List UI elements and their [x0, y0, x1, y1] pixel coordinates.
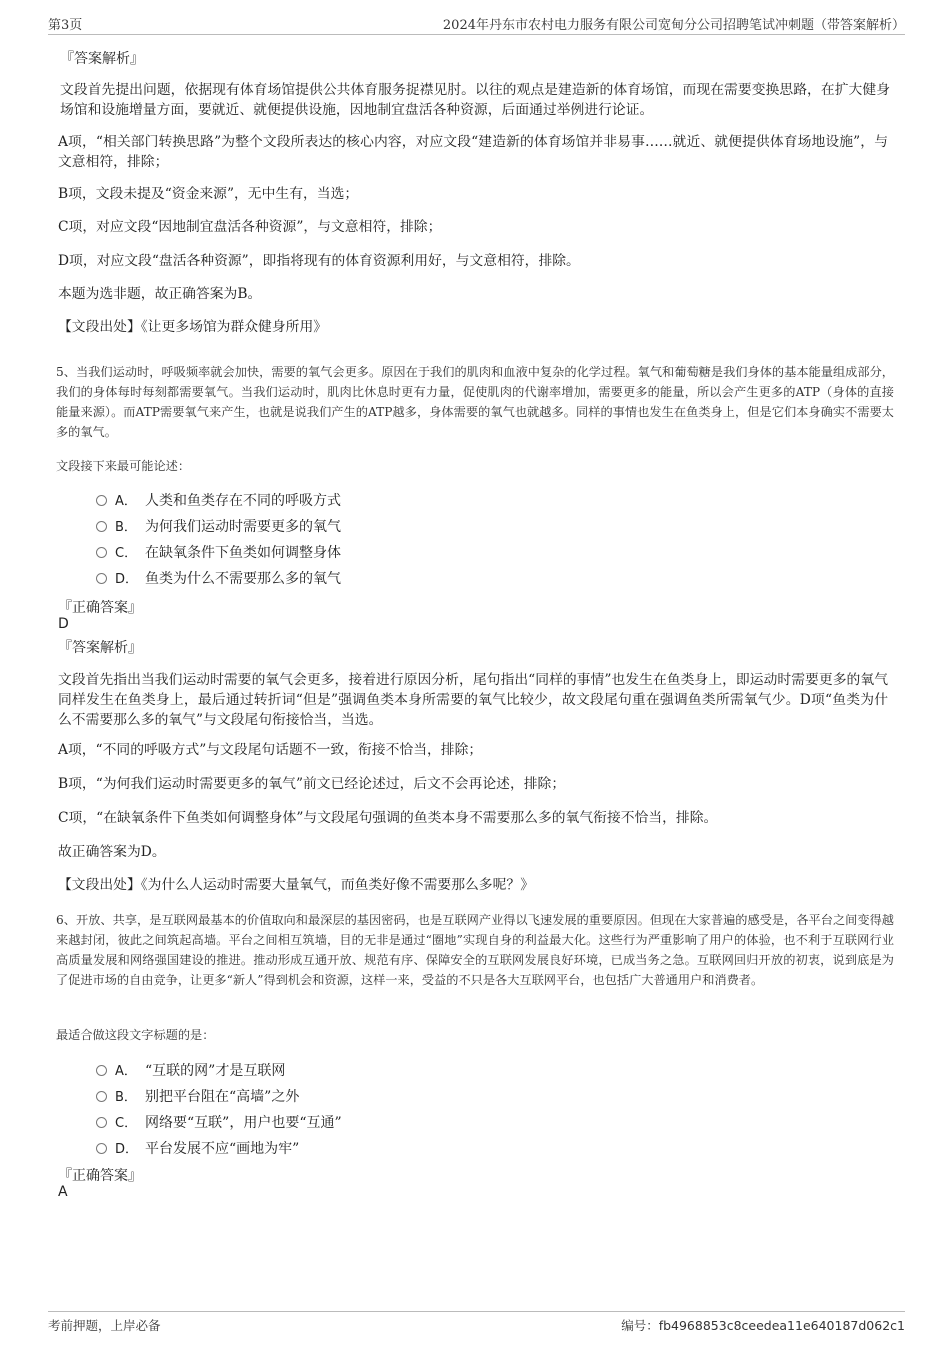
q5-option-a[interactable]: A． 人类和鱼类存在不同的呼吸方式 [96, 490, 341, 510]
radio-button-icon[interactable] [96, 1117, 107, 1128]
page-number: 第3页 [48, 18, 83, 33]
radio-button-icon[interactable] [96, 573, 107, 584]
q4-option-d-analysis: D项，对应文段“盘活各种资源”，即指将现有的体育资源利用好，与文意相符，排除。 [58, 253, 580, 269]
q4-option-a-analysis: A项，“相关部门转换思路”为整个文段所表达的核心内容，对应文段“建造新的体育场馆并非易事……就近、就便提供体育场地设施”，与文意相符，排除； [58, 134, 888, 170]
q6-option-d[interactable]: D． 平台发展不应“画地为牢” [96, 1138, 299, 1158]
q5-analysis-text: 文段首先指出当我们运动时需要的氧气会更多，接着进行原因分析，尾句指出“同样的事情”也发生在鱼类身上，即运动时需要更多的氧气同样发生在鱼类身上，最后通过转折词“但是”强调鱼类本身所需要的氧气比较少，故文段尾句重在强调鱼类所需氧气少。D项“鱼类为什么不需要那么多的氧气”与文段尾句衔接恰当，当选。 [58, 672, 888, 728]
q6-stem: 6、开放、共享，是互联网最基本的价值取向和最深层的基因密码，也是互联网产业得以飞速发展的重要原因。但现在大家普遍的感受是，各平台之间变得越来越封闭，彼此之间筑起高墙。平台之间相互筑墙，目的无非是通过“圈地”实现自身的利益最大化。这些行为严重影响了用户的体验，也不利于互联网行业高质量发展和网络强国建设的推进。推动形成互通开放、规范有序、保障安全的互联网发展良好环境，已成当务之急。互联网回归开放的初衷，说到底是为了促进市场的自由竞争，让更多“新人”得到机会和资源，这样一来，受益的不只是各大互联网平台，也包括广大普通用户和消费者。 [56, 913, 894, 987]
q4-analysis-text: 文段首先提出问题，依据现有体育场馆提供公共体育服务捉襟见肘。以往的观点是建造新的体育场馆，而现在需要变换思路，在扩大健身场馆和设施增量方面，要就近、就便提供设施，因地制宜盘活各种资源，后面通过举例进行论证。 [60, 82, 890, 118]
q4-conclusion: 本题为选非题，故正确答案为B。 [58, 286, 262, 302]
q4-analysis-heading: 『答案解析』 [60, 51, 144, 67]
q5-option-b[interactable]: B． 为何我们运动时需要更多的氧气 [96, 516, 341, 536]
footer-slogan: 考前押题，上岸必备 [48, 1318, 161, 1333]
q5-option-a-analysis: A项，“不同的呼吸方式”与文段尾句话题不一致，衔接不恰当，排除； [58, 742, 483, 758]
q5-option-d[interactable]: D． 鱼类为什么不需要那么多的氧气 [96, 568, 341, 588]
radio-button-icon[interactable] [96, 547, 107, 558]
q5-prompt: 文段接下来最可能论述： [56, 459, 191, 473]
radio-button-icon[interactable] [96, 1065, 107, 1076]
radio-button-icon[interactable] [96, 1091, 107, 1102]
radio-button-icon[interactable] [96, 1143, 107, 1154]
q4-option-c-analysis: C项，对应文段“因地制宜盘活各种资源”，与文意相符，排除； [58, 219, 442, 235]
document-id: 编号：fb4968853c8ceedea11e640187d062c1 [621, 1318, 905, 1333]
radio-button-icon[interactable] [96, 521, 107, 532]
q6-answer: A [58, 1184, 68, 1200]
q4-source: 【文段出处】《让更多场馆为群众健身所用》 [58, 319, 328, 335]
q6-prompt: 最适合做这段文字标题的是： [56, 1028, 215, 1042]
q5-stem: 5、当我们运动时，呼吸频率就会加快，需要的氧气会更多。原因在于我们的肌肉和血液中复杂的化学过程。氧气和葡萄糖是我们身体的基本能量组成部分，我们的身体每时每刻都需要氧气。当我们运动时，肌肉比休息时更有力量，促使肌肉的代谢率增加，需要更多的能量，所以会产生更多的ATP（身体的直接能量来源）。而ATP需要氧气来产生，也就是说我们产生的ATP越多，身体需要的氧气也就越多。同样的事情也发生在鱼类身上，但是它们本身确实不需要太多的氧气。 [56, 365, 894, 439]
q5-option-c-analysis: C项，“在缺氧条件下鱼类如何调整身体”与文段尾句强调的鱼类本身不需要那么多的氧气衔接不恰当，排除。 [58, 810, 718, 826]
q4-option-b-analysis: B项，文段未提及“资金来源”，无中生有，当选； [58, 186, 359, 202]
q5-source: 【文段出处】《为什么人运动时需要大量氧气，而鱼类好像不需要那么多呢？》 [58, 877, 534, 893]
q5-conclusion: 故正确答案为D。 [58, 844, 166, 860]
q5-option-b-analysis: B项，“为何我们运动时需要更多的氧气”前文已经论述过，后文不会再论述，排除； [58, 776, 566, 792]
document-title: 2024年丹东市农村电力服务有限公司宽甸分公司招聘笔试冲刺题（带答案解析） [442, 18, 905, 33]
q6-option-c[interactable]: C． 网络要“互联”，用户也要“互通” [96, 1112, 342, 1132]
q6-answer-heading: 『正确答案』 [58, 1168, 142, 1184]
q5-answer: D [58, 616, 69, 632]
page-footer [48, 1311, 905, 1333]
q5-analysis-heading: 『答案解析』 [58, 640, 142, 656]
page-header [48, 12, 905, 35]
q5-answer-heading: 『正确答案』 [58, 600, 142, 616]
q6-option-a[interactable]: A． “互联的网”才是互联网 [96, 1060, 285, 1080]
radio-button-icon[interactable] [96, 495, 107, 506]
q6-option-b[interactable]: B． 别把平台阻在“高墙”之外 [96, 1086, 299, 1106]
q5-option-c[interactable]: C． 在缺氧条件下鱼类如何调整身体 [96, 542, 341, 562]
